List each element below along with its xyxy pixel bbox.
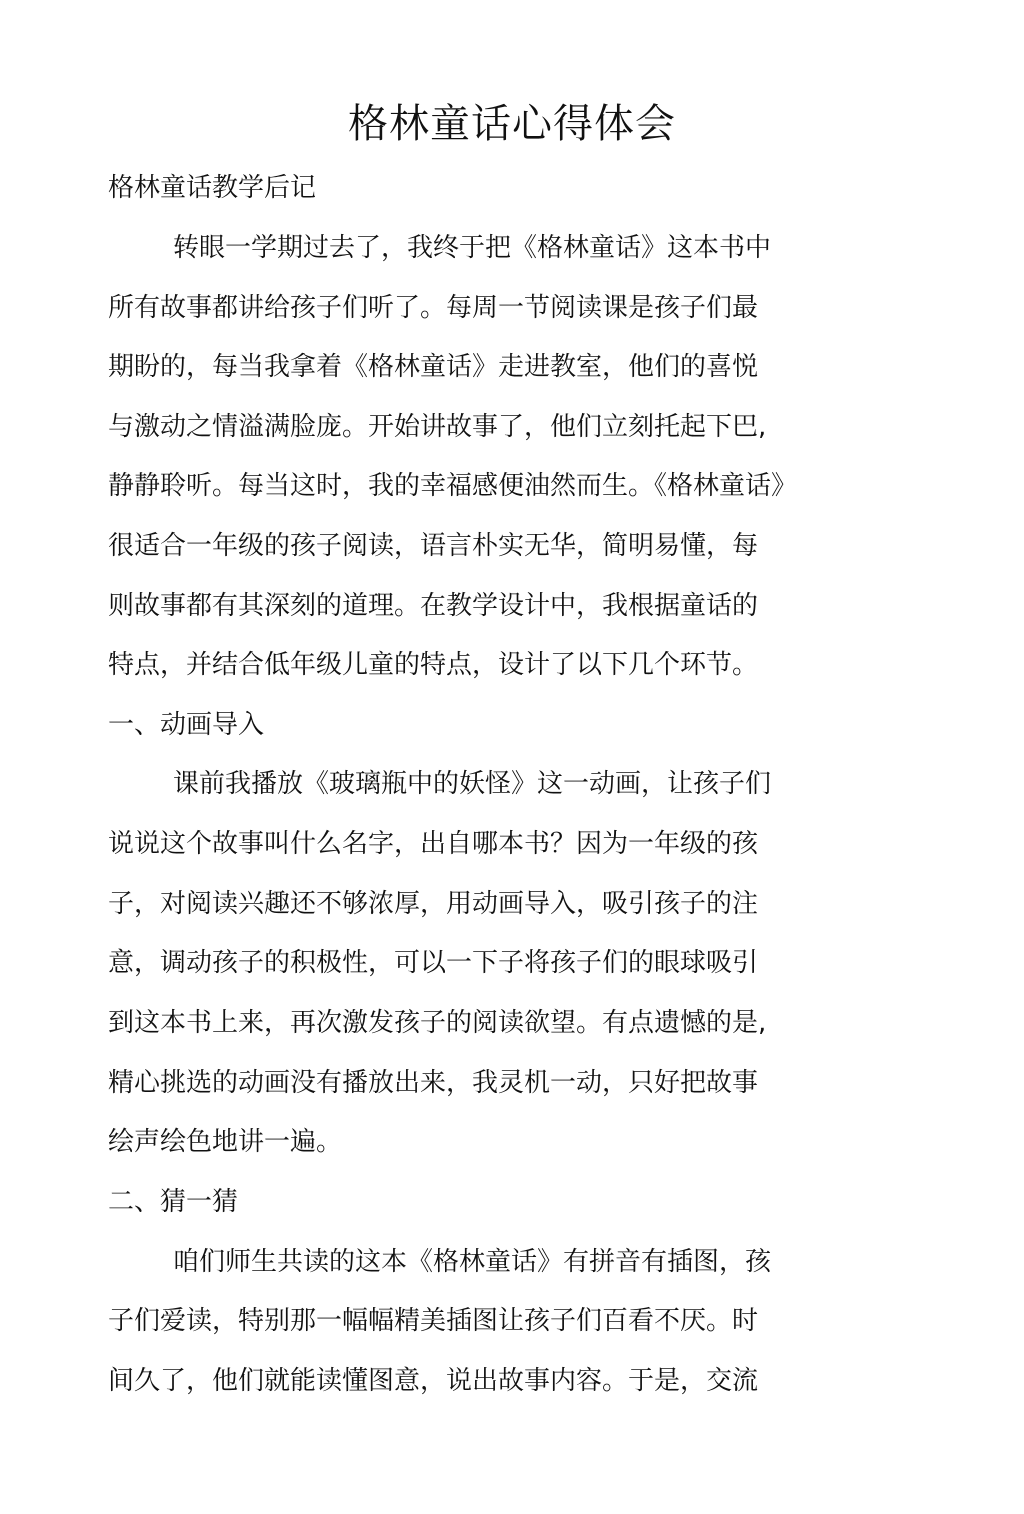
paragraph-line: 所有故事都讲给孩子们听了。每周一节阅读课是孩子们最 [108,293,759,323]
paragraph-line: 很适合一年级的孩子阅读，语言朴实无华，简明易懂，每 [108,531,759,561]
paragraph-line: 子们爱读，特别那一幅幅精美插图让孩子们百看不厌。时 [108,1306,759,1336]
paragraph-line: 与激动之情溢满脸庞。开始讲故事了，他们立刻托起下巴, [108,412,767,442]
paragraph-line: 特点，并结合低年级儿童的特点，设计了以下几个环节。 [108,650,759,680]
paragraph-line: 说说这个故事叫什么名字，出自哪本书？因为一年级的孩 [108,829,759,859]
paragraph-line: 到这本书上来，再次激发孩子的阅读欲望。有点遗憾的是, [108,1008,767,1038]
paragraph-line: 子，对阅读兴趣还不够浓厚，用动画导入，吸引孩子的注 [108,889,759,919]
paragraph-line: 精心挑选的动画没有播放出来，我灵机一动，只好把故事 [108,1068,759,1098]
document-subtitle: 格林童话教学后记 [108,173,317,203]
paragraph-line: 则故事都有其深刻的道理。在教学设计中，我根据童话的 [108,591,759,621]
section-heading: 二、猜一猜 [108,1187,239,1217]
paragraph-line: 静静聆听。每当这时，我的幸福感便油然而生。《格林童话》 [108,471,798,501]
paragraph-line: 意，调动孩子的积极性，可以一下子将孩子们的眼球吸引 [108,948,759,978]
paragraph-line: 咱们师生共读的这本《格林童话》有拼音有插图，孩 [173,1247,772,1277]
section-heading: 一、动画导入 [108,710,265,740]
paragraph-line: 绘声绘色地讲一遍。 [108,1127,343,1157]
document-title: 格林童话心得体会 [348,101,676,147]
paragraph-line: 课前我播放《玻璃瓶中的妖怪》这一动画，让孩子们 [173,769,772,799]
paragraph-line: 间久了，他们就能读懂图意，说出故事内容。于是，交流 [108,1366,759,1396]
paragraph-line: 转眼一学期过去了，我终于把《格林童话》这本书中 [173,233,772,263]
paragraph-line: 期盼的，每当我拿着《格林童话》走进教室，他们的喜悦 [108,352,759,382]
